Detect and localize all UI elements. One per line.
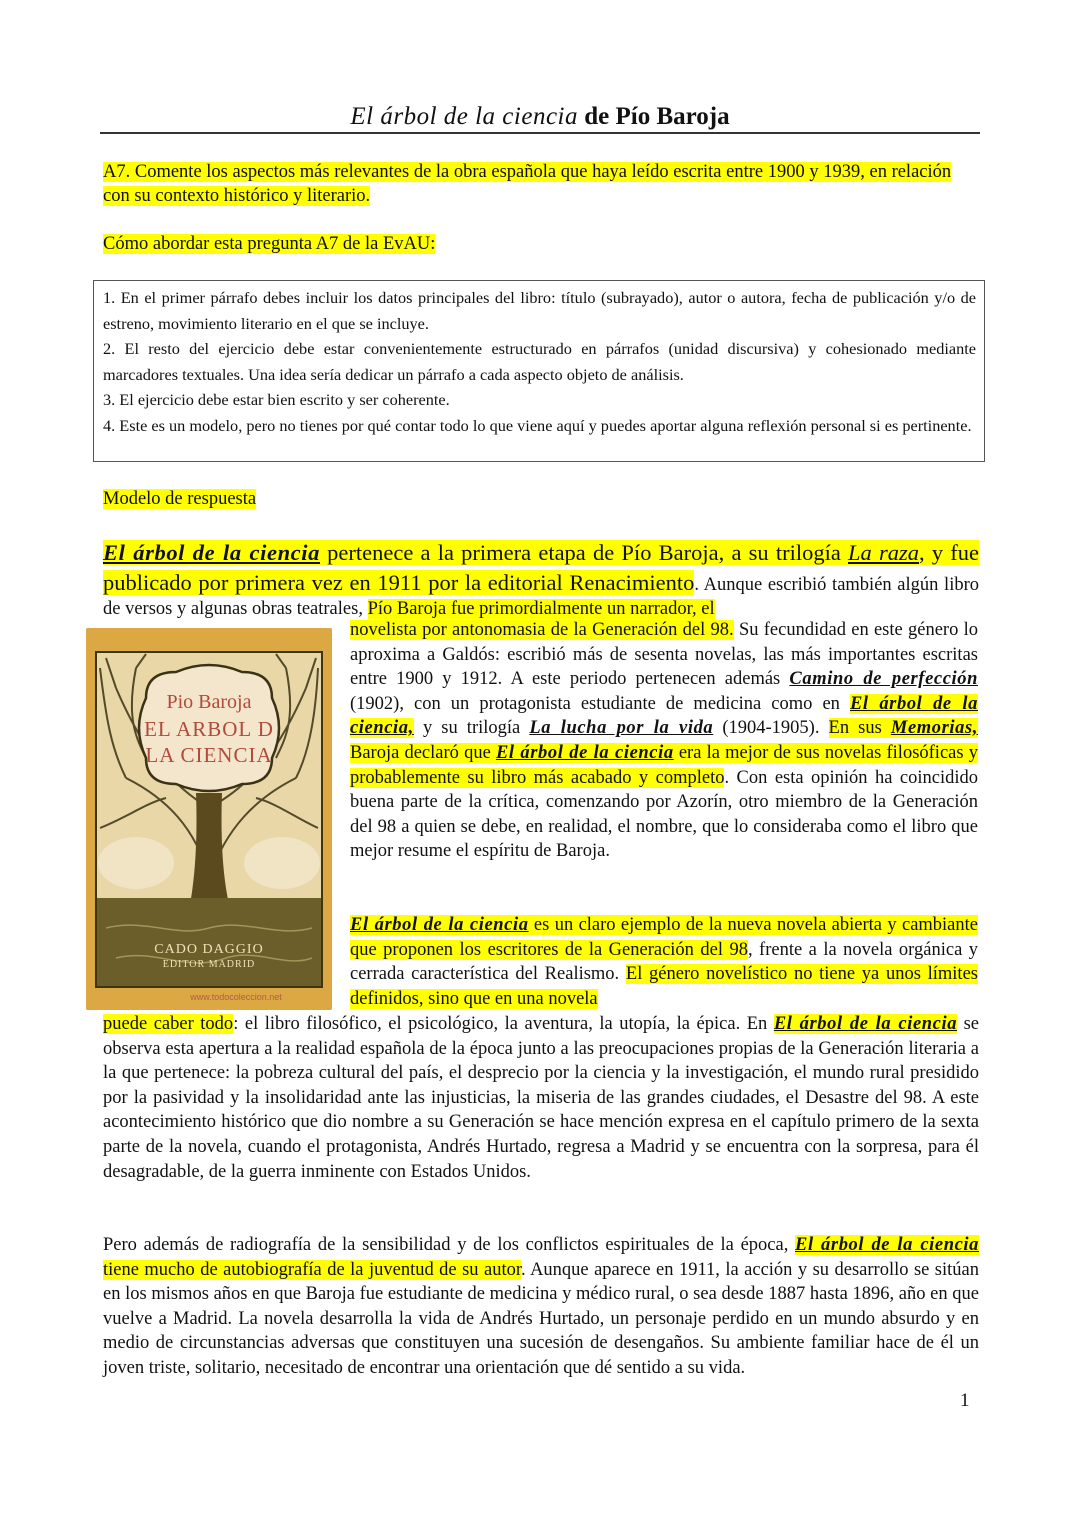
instruction-item: 4. Este es un modelo, pero no tienes por qué contar todo lo que viene aquí y puedes aportar alguna reflexión personal si es pertinente.	[103, 415, 972, 435]
book-title: El árbol de la ciencia	[350, 915, 529, 935]
text-span: Pero además de radiografía de la sensibilidad y de los conflictos espirituales de la época,	[103, 1235, 796, 1255]
text-span: , y fue publicado por primera vez en 1911 por la editorial Renacimiento	[103, 540, 980, 595]
title-divider	[100, 132, 980, 134]
text-span: y su trilogía	[413, 718, 530, 739]
trilogy-title: La raza	[848, 540, 919, 565]
highlighted-span: puede caber todo	[103, 1014, 234, 1034]
paragraph-3	[103, 1233, 979, 1381]
page-title	[100, 100, 980, 134]
svg-text:EDITOR MADRID: EDITOR MADRID	[162, 959, 256, 970]
highlighted-span: Pío Baroja fue primordialmente un narrador, el	[367, 599, 715, 620]
paragraph-2-continued	[103, 1012, 979, 1184]
instructions-box	[93, 280, 985, 462]
cover-author: Pio Baroja	[166, 691, 252, 713]
text-span: En sus	[828, 718, 891, 739]
page-number: 1	[960, 1390, 970, 1411]
text-span: era la mejor de sus novelas filosóficas y probablemente su libro más acabado y completo	[350, 742, 978, 788]
text-span: se observa esta apertura a la realidad española de la época junto a las preocupaciones propias de la Generación literaria a la que pertenece: la pobreza cultural del país, el desprecio por la ciencia y la investigación, el mundo rural presidido por la pasividad y la insolidaridad ante las injusticias, la miseria de las grandes ciudades, el Desastre del 98. A este acontecimiento histórico que dio nombre a su Generación se hace mención expresa en el capítulo primero de la sexta parte de la novela, cuando el protagonista, Andrés Hurtado, regresa a Madrid y se encuentra con la sorpresa, para él desagradable, de la guerra inminente con Estados Unidos.	[103, 1014, 979, 1182]
highlighted-span: El género novelístico no tiene ya unos límites definidos, sino que en una novela	[350, 964, 978, 1009]
paragraph-1-continued	[350, 618, 978, 864]
work-title-arbol: El árbol de la ciencia	[495, 742, 674, 763]
text-span: (1904-1905).	[713, 718, 829, 739]
svg-text:CADO DAGGIO: CADO DAGGIO	[154, 942, 264, 957]
document-header	[100, 100, 980, 134]
title-book-name: El árbol de la ciencia	[350, 103, 578, 130]
text-span: tiene mucho de autobiografía de la juventud de su autor	[103, 1259, 521, 1280]
highlighted-span: novelista por antonomasia de la Generación del 98.	[350, 620, 734, 640]
text-span: . Con esta opinión ha coincidido buena parte de la crítica, comenzando por Azorín, otro miembro de la Generación del 98 a quien se debe, en realidad, el nombre, que lo consideraba como el libro que mejor resume el espíritu de Baroja.	[350, 767, 978, 862]
text-span: . Aunque aparece en 1911, la acción y su desarrollo se sitúan en los mismos años en que Baroja fue estudiante de medicina y médico rural, o sea desde 1887 hasta 1896, año en que vuelve a Madrid. La novela desarrolla la vida de Andrés Hurtado, un personaje perdido en un mundo absurdo y en medio de circunstancias adversas que constituyen una sucesión de desengaños. Su ambiente familiar hace de él un joven triste, solitario, necesitado de encontrar una orientación que dé sentido a su vida.	[103, 1259, 980, 1378]
paragraph-1-lead	[103, 538, 979, 622]
text-span: Baroja declaró que	[350, 742, 496, 763]
work-title-arbol: El árbol de la ciencia,	[350, 693, 978, 739]
book-title: El árbol de la ciencia	[103, 540, 320, 565]
book-title: El árbol de la ciencia	[795, 1235, 979, 1255]
text-span: , frente a la novela orgánica y cerrada característica del Realismo.	[350, 939, 979, 985]
text-span: es un claro ejemplo de la nueva novela abierta y cambiante que proponen los escritores de la Generación del 98	[350, 915, 978, 960]
paragraph-2	[350, 913, 978, 1011]
model-answer-heading	[103, 487, 256, 511]
book-cover-image	[86, 628, 332, 1010]
work-title-lucha: La lucha por la vida	[529, 718, 714, 739]
exam-question	[103, 160, 979, 208]
text-span: : el libro filosófico, el psicológico, la aventura, la utopía, la épica. En	[233, 1014, 774, 1034]
instruction-item: 3. El ejercicio debe estar bien escrito y ser coherente.	[103, 390, 450, 409]
instruction-item: 2. El resto del ejercicio debe estar convenientemente estructurado en párrafos (unidad discursiva) y cohesionado mediante marcadores textuales. Una idea sería dedicar un párrafo a cada aspecto objeto de análisis.	[103, 339, 976, 384]
text-span: pertenece a la primera etapa de Pío Baroja, a su trilogía	[319, 540, 849, 565]
work-title-camino: Camino de perfección	[789, 669, 978, 690]
svg-text:www.todocoleccion.net: www.todocoleccion.net	[190, 992, 282, 1002]
text-span: Su fecundidad en este género lo aproxima a Galdós: escribió más de sesenta novelas, las más importantes escritas entre 1900 y 1912. A este periodo pertenecen además	[350, 620, 979, 690]
title-author: de Pío Baroja	[584, 103, 730, 130]
model-heading-text: Modelo de respuesta	[103, 489, 257, 509]
book-title: El árbol de la ciencia	[773, 1014, 958, 1034]
work-title-memorias: Memorias,	[890, 718, 979, 739]
howto-heading	[103, 232, 435, 256]
question-text: A7. Comente los aspectos más relevantes de la obra española que haya leído escrita entre 1900 y 1939, en relación con su contexto histórico y literario.	[103, 162, 952, 206]
text-span: . Aunque escribió también algún libro de versos y algunas obras teatrales,	[103, 574, 980, 620]
instruction-item: 1. En el primer párrafo debes incluir los datos principales del libro: título (subrayado), autor o autora, fecha de publicación y/o de estreno, movimiento literario en el que se incluye.	[103, 288, 976, 333]
svg-text:LA CIENCIA: LA CIENCIA	[145, 743, 273, 767]
howto-heading-text: Cómo abordar esta pregunta A7 de la EvAU:	[103, 234, 436, 254]
svg-text:EL ARBOL D: EL ARBOL D	[144, 717, 274, 741]
text-span: (1902), con un protagonista estudiante de medicina como en	[350, 693, 850, 714]
